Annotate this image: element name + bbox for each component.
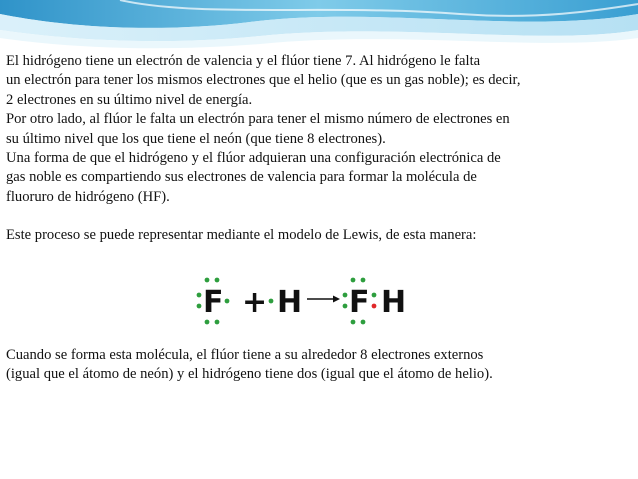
plus-sign: +	[242, 285, 268, 320]
paragraph-2-line-2: su último nivel que los que tiene el neón (que tiene 8 electrones).	[6, 130, 386, 147]
fluorine-reactant-symbol: F	[203, 285, 224, 320]
paragraph-5-line-2: (igual que el átomo de neón) y el hidrógeno tiene dos (igual que el átomo de helio).	[6, 366, 493, 383]
paragraph-1-line-2: un electrón para tener los mismos electrones que el helio (que es un gas noble); es decir,	[6, 72, 521, 89]
paragraph-1-line-3: 2 electrones en su último nivel de energía.	[6, 91, 253, 108]
paragraph-3-line-2: gas noble es compartiendo sus electrones de valencia para formar la molécula de	[6, 169, 477, 186]
explanation-text	[6, 52, 634, 246]
paragraph-3-line-3: fluoruro de hidrógeno (HF).	[6, 188, 170, 205]
shared-electron-dot	[372, 304, 377, 309]
paragraph-spacer	[6, 207, 634, 226]
paragraph-5-line-1: Cuando se forma esta molécula, el flúor tiene a su alrededor 8 electrones externos	[6, 347, 484, 363]
paragraph-3-line-1: Una forma de que el hidrógeno y el flúor adquieran una configuración electrónica de	[6, 150, 501, 167]
paragraph-1-line-1: El hidrógeno tiene un electrón de valencia y el flúor tiene 7. Al hidrógeno le falta	[6, 53, 481, 69]
hydrogen-reactant-symbol: H	[277, 285, 303, 320]
header-wave-decoration	[0, 0, 638, 52]
closing-text	[6, 346, 634, 385]
hydrogen-reactant-dot	[269, 299, 274, 304]
hydrogen-product-symbol: H	[381, 285, 407, 320]
paragraph-4-line-1: Este proceso se puede representar mediante el modelo de Lewis, de esta manera:	[6, 227, 477, 244]
fluorine-product-symbol: F	[349, 285, 370, 320]
lewis-structure-diagram	[193, 272, 419, 330]
paragraph-2-line-1: Por otro lado, al flúor le falta un electrón para tener el mismo número de electrones en	[6, 111, 510, 128]
